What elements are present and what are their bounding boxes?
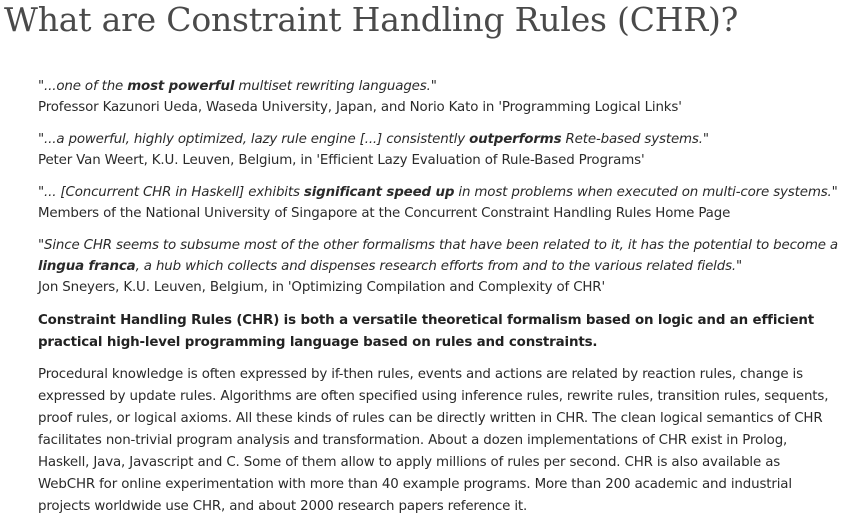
quote-attribution: Peter Van Weert, K.U. Leuven, Belgium, in 'Efficient Lazy Evaluation of Rule-Based Programs'	[38, 153, 645, 168]
main-content	[38, 76, 838, 518]
quote-text: "Since CHR seems to subsume most of the other formalisms that have been related to it, it has the potential to become a lingua franca, a hub which collects and dispenses research efforts from and to the various related fields."	[38, 238, 838, 274]
quote-block-1	[38, 76, 838, 118]
quote-emphasis: lingua franca	[38, 259, 136, 274]
quote-block-3	[38, 182, 838, 224]
quote-emphasis: outperforms	[469, 132, 562, 147]
quote-block-2	[38, 129, 838, 171]
page-title: What are Constraint Handling Rules (CHR)?	[4, 0, 739, 39]
quote-text: "...a powerful, highly optimized, lazy rule engine [...] consistently outperforms Rete-based systems."	[38, 132, 709, 147]
lead-paragraph: Constraint Handling Rules (CHR) is both a versatile theoretical formalism based on logic and an efficient practical high-level programming language based on rules and constraints.	[38, 313, 815, 350]
quote-emphasis: significant speed up	[303, 185, 455, 200]
quote-attribution: Members of the National University of Singapore at the Concurrent Constraint Handling Rules Home Page	[38, 206, 731, 221]
quote-text: "... [Concurrent CHR in Haskell] exhibits significant speed up in most problems when executed on multi-core systems."	[38, 185, 838, 200]
quote-block-4	[38, 235, 838, 298]
quote-text: "...one of the most powerful multiset rewriting languages."	[38, 79, 437, 94]
quote-attribution: Jon Sneyers, K.U. Leuven, Belgium, in 'Optimizing Compilation and Complexity of CHR'	[38, 280, 605, 295]
body-paragraph: Procedural knowledge is often expressed by if-then rules, events and actions are related by reaction rules, change is expressed by update rules. Algorithms are often specified using inference rules, rewrite rules, transition rules, sequents, proof rules, or logical axioms. All these kinds of rules can be directly written in CHR. The clean logical semantics of CHR facilitates non-trivial program analysis and transformation. About a dozen implementations of CHR exist in Prolog, Haskell, Java, Javascript and C. Some of them allow to apply millions of rules per second. CHR is also available as WebCHR for online experimentation with more than 40 example programs. More than 200 academic and industrial projects worldwide use CHR, and about 2000 research papers reference it.	[38, 367, 829, 514]
quote-attribution: Professor Kazunori Ueda, Waseda University, Japan, and Norio Kato in 'Programming Logical Links'	[38, 100, 682, 115]
quote-emphasis: most powerful	[127, 79, 235, 94]
